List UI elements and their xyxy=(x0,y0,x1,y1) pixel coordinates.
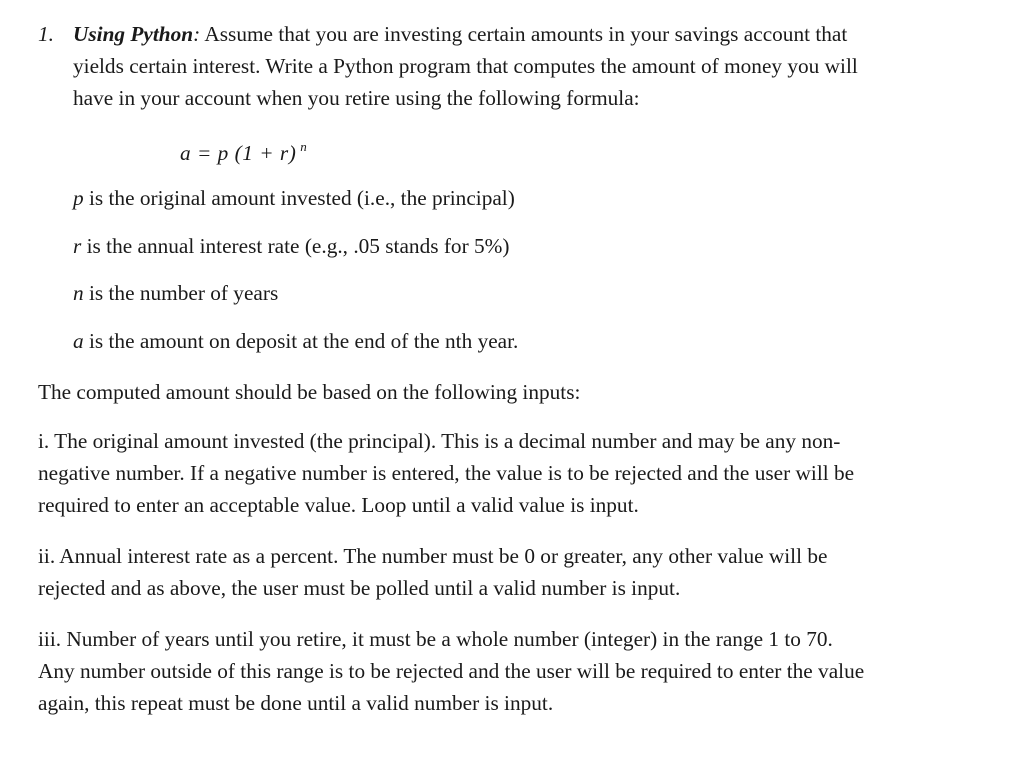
input-i-line-1: i. The original amount invested (the principal). This is a decimal number and may be any non- xyxy=(38,429,841,453)
question-line-2: yields certain interest. Write a Python program that computes the amount of money you will xyxy=(73,54,858,78)
input-iii-line-3: again, this repeat must be done until a valid number is input. xyxy=(38,691,554,715)
formula-body: a = p (1 + r) xyxy=(180,141,297,165)
inputs-intro: The computed amount should be based on the following inputs: xyxy=(38,380,581,404)
definition-text: is the original amount invested (i.e., the principal) xyxy=(83,186,515,210)
question-line-3: have in your account when you retire using the following formula: xyxy=(73,86,640,110)
question-line-1 xyxy=(73,18,847,50)
definition-var: a xyxy=(73,329,84,353)
input-iii-line-1: iii. Number of years until you retire, it must be a whole number (integer) in the range 1 to 70. xyxy=(38,627,833,651)
input-iii-line-2: Any number outside of this range is to be rejected and the user will be required to enter the value xyxy=(38,659,865,683)
input-ii-line-2: rejected and as above, the user must be polled until a valid number is input. xyxy=(38,576,681,600)
question-lead: Using Python xyxy=(73,22,194,46)
definition-var: p xyxy=(73,186,84,210)
formula xyxy=(180,131,307,169)
question-number: 1. xyxy=(38,22,54,46)
definition-var: n xyxy=(73,281,84,305)
input-ii-line-1: ii. Annual interest rate as a percent. The number must be 0 or greater, any other value will be xyxy=(38,544,828,568)
definition-text: is the amount on deposit at the end of the nth year. xyxy=(83,329,519,353)
definition-n xyxy=(73,277,278,309)
question-line-1-rest: Assume that you are investing certain amounts in your savings account that xyxy=(200,22,848,46)
definition-text: is the annual interest rate (e.g., .05 stands for 5%) xyxy=(81,234,510,258)
input-i-line-2: negative number. If a negative number is entered, the value is to be rejected and the user will be xyxy=(38,461,855,485)
definition-text: is the number of years xyxy=(83,281,279,305)
definition-r xyxy=(73,230,509,262)
definition-p xyxy=(73,182,515,214)
question-lead-colon: : xyxy=(193,22,201,46)
formula-exponent: n xyxy=(300,139,308,154)
input-i-line-3: required to enter an acceptable value. Loop until a valid value is input. xyxy=(38,493,639,517)
definition-var: r xyxy=(73,234,82,258)
definition-a xyxy=(73,325,518,357)
